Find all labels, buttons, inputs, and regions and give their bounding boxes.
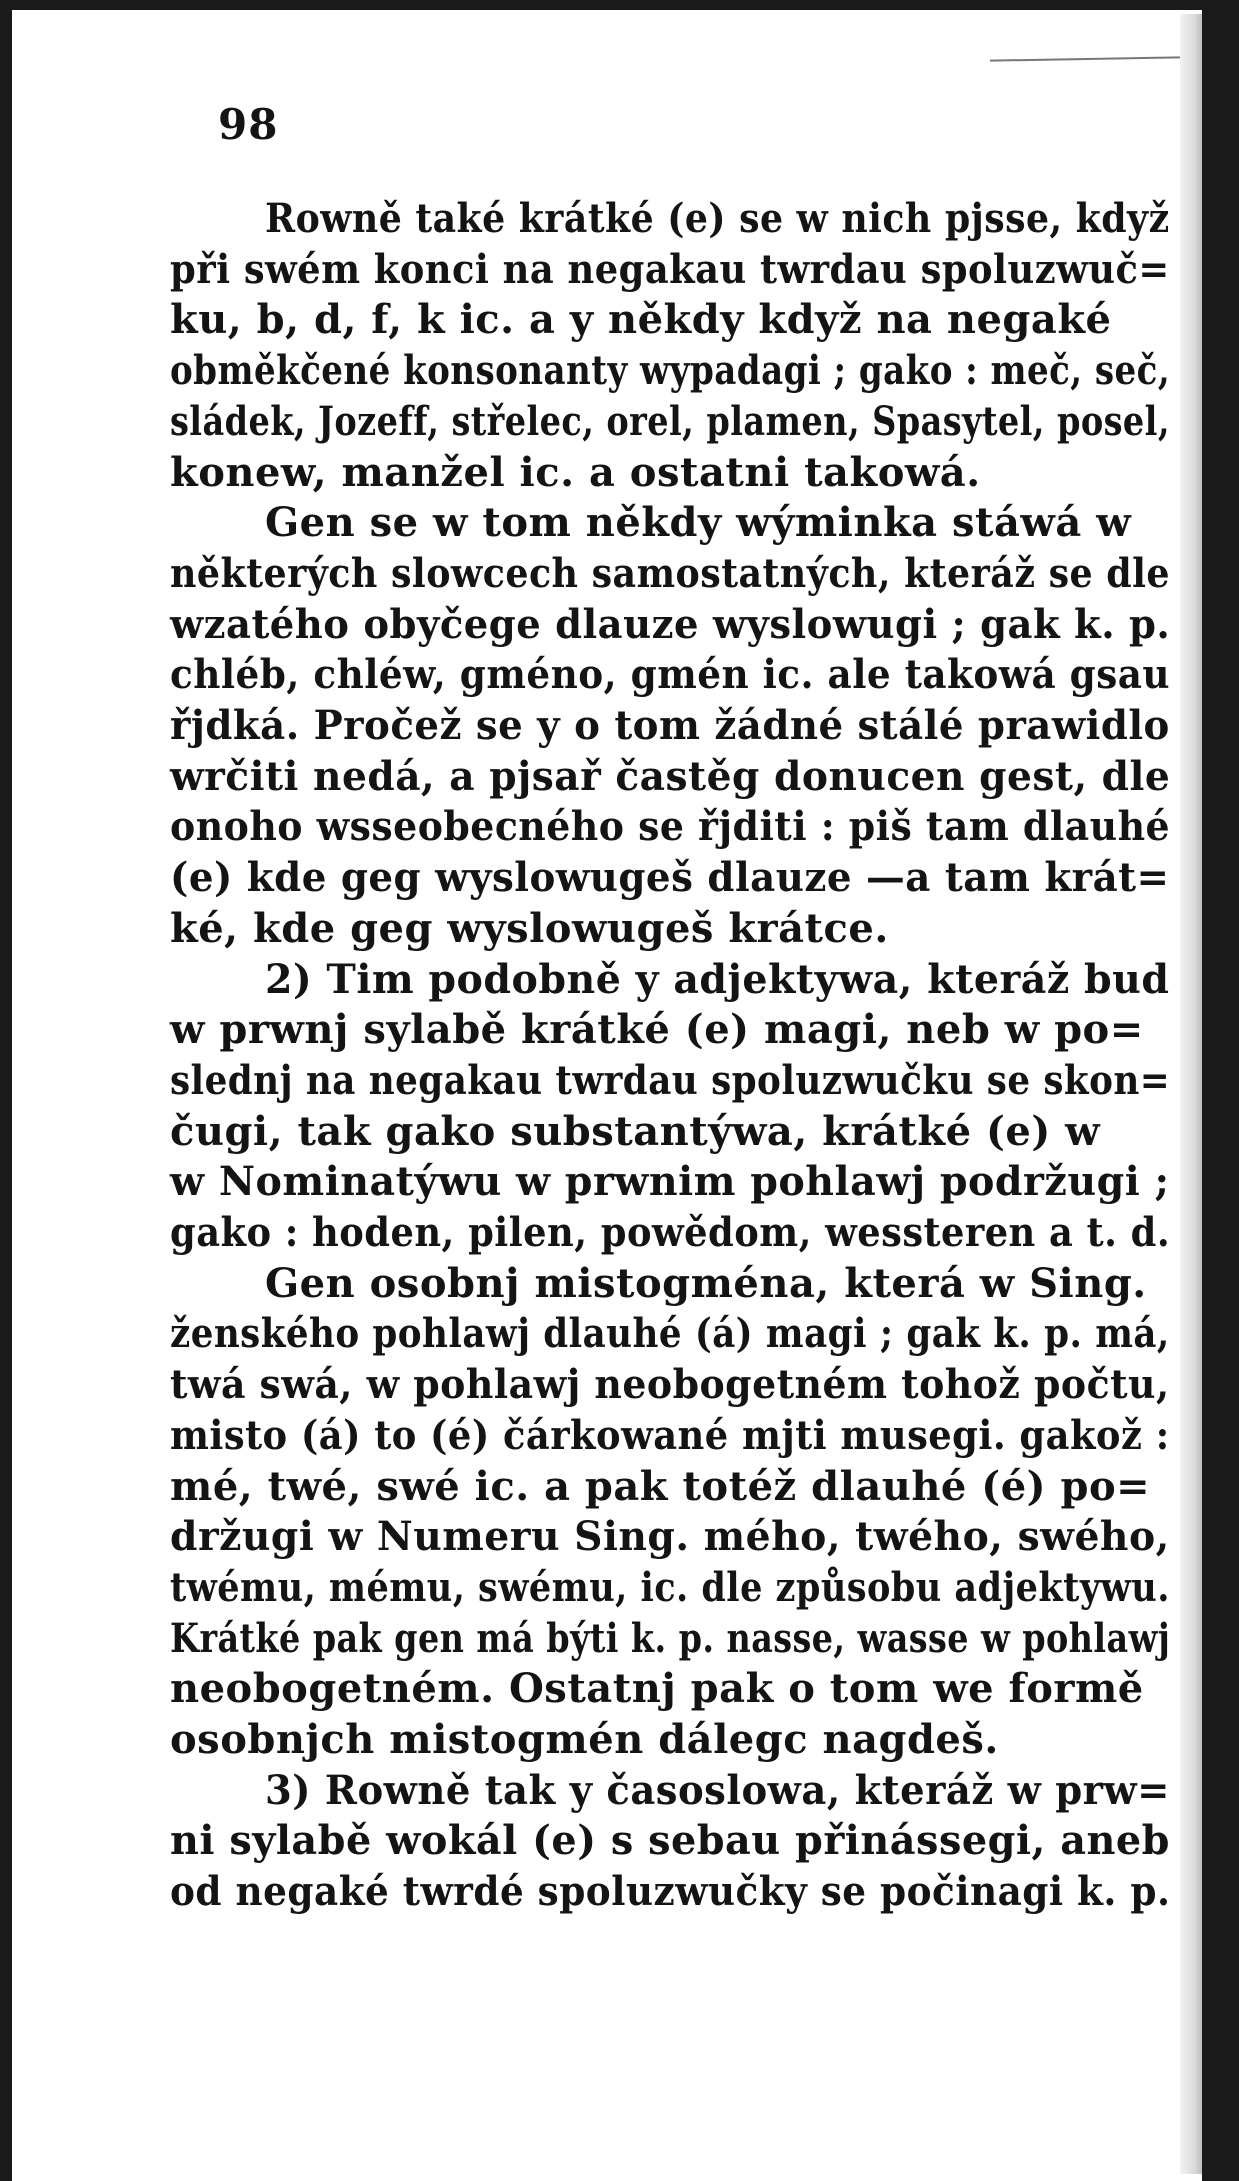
text-line: Gen osobnj mistogména, která w Sing.: [265, 1260, 1147, 1307]
text-line: gako : hoden, pilen, powědom, wessteren a t. d.: [170, 1209, 1171, 1256]
text-line: sládek, Jozeff, střelec, orel, plamen, Spasytel, posel,: [170, 398, 1170, 445]
text-line: ženského pohlawj dlauhé (á) magi ; gak k. p. má,: [170, 1310, 1170, 1357]
page-edge-shadow: [1180, 14, 1202, 2174]
page-number: 98: [218, 100, 279, 149]
text-line: twá swá, w pohlawj neobogetném tohož počtu,: [170, 1361, 1170, 1408]
text-line: držugi w Numeru Sing. mého, twého, swého,: [170, 1513, 1170, 1560]
text-line: neobogetném. Ostatnj pak o tom we formě: [170, 1665, 1144, 1712]
text-line: wrčiti nedá, a pjsař častěg donucen gest, dle: [170, 753, 1171, 800]
text-line: čugi, tak gako substantýwa, krátké (e) w: [170, 1108, 1101, 1155]
text-line: chléb, chléw, gméno, gmén ic. ale takowá gsau: [170, 651, 1171, 698]
text-line: Krátké pak gen má býti k. p. nasse, wasse w pohlawj: [170, 1615, 1171, 1662]
text-line: obměkčené konsonanty wypadagi ; gako : meč, seč,: [170, 347, 1171, 394]
text-line: (e) kde geg wyslowugeš dlauze —a tam krát=: [170, 854, 1170, 901]
text-line: osobnjch mistogmén dálegc nagdeš.: [170, 1716, 999, 1763]
text-line: onoho wsseobecného se řjditi : piš tam dlauhé: [170, 803, 1171, 850]
text-line: mé, twé, swé ic. a pak totéž dlauhé (é) po=: [170, 1463, 1151, 1510]
text-line: konew, manžel ic. a ostatni takowá.: [170, 449, 981, 496]
text-line: w Nominatýwu w prwnim pohlawj podržugi ;: [170, 1158, 1170, 1205]
text-line: 2) Tim podobně y adjektywa, kteráž bud: [265, 956, 1170, 1003]
text-line: ni sylabě wokál (e) s sebau přinássegi, aneb: [170, 1817, 1170, 1864]
text-line: některých slowcech samostatných, kteráž se dle: [170, 550, 1171, 597]
text-line: misto (á) to (é) čárkowané mjti musegi. gakož :: [170, 1412, 1170, 1459]
text-line: od negaké twrdé spoluzwučky se počinagi k. p.: [170, 1868, 1171, 1915]
text-line: Gen se w tom někdy wýminka stáwá w: [265, 499, 1132, 546]
text-line: wzatého obyčege dlauze wyslowugi ; gak k. p.: [170, 601, 1171, 648]
text-line: Rowně také krátké (e) se w nich pjsse, když: [265, 195, 1170, 242]
scan-border-top: [0, 0, 1239, 10]
scan-border-left: [0, 0, 12, 2181]
scan-border-right: [1202, 0, 1239, 2181]
text-line: ké, kde geg wyslowugeš krátce.: [170, 905, 889, 952]
text-line: ku, b, d, f, k ic. a y někdy když na negaké: [170, 296, 1112, 343]
text-line: slednj na negakau twrdau spoluzwučku se skon=: [170, 1057, 1171, 1104]
text-line: řjdká. Pročež se y o tom žádné stálé prawidlo: [170, 702, 1170, 749]
text-line: twému, mému, swému, ic. dle způsobu adjektywu.: [170, 1564, 1170, 1611]
text-line: při swém konci na negakau twrdau spoluzwuč=: [170, 246, 1170, 293]
text-line: w prwnj sylabě krátké (e) magi, neb w po=: [170, 1006, 1144, 1053]
text-line: 3) Rowně tak y časoslowa, kteráž w prw=: [265, 1767, 1170, 1814]
